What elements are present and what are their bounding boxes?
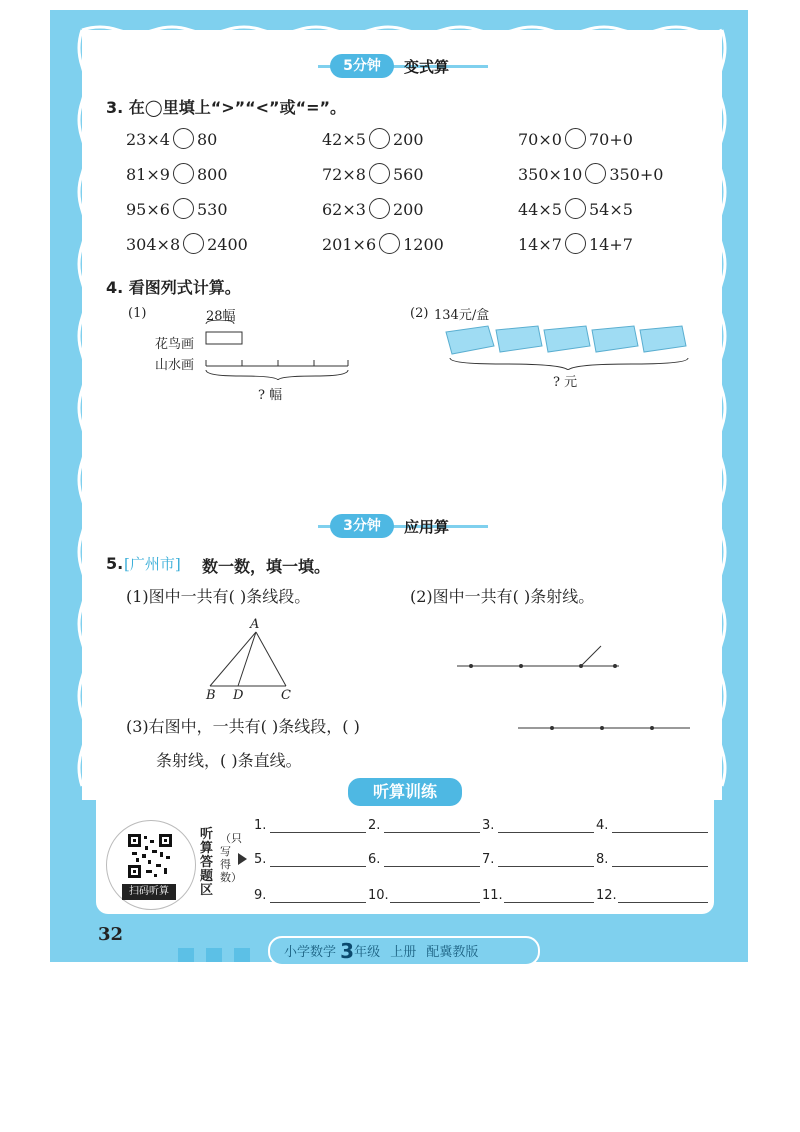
comparison-item <box>518 198 633 219</box>
footer-term: 上册 <box>390 945 417 960</box>
answer-number: 2. <box>368 818 381 833</box>
answer-number: 3. <box>482 818 495 833</box>
answer-blank[interactable] <box>618 902 708 903</box>
right-expression: 200 <box>392 200 424 219</box>
count-label: 28幅 <box>206 309 236 324</box>
answer-circle[interactable] <box>379 233 400 254</box>
answer-circle[interactable] <box>369 128 390 149</box>
footer-tab <box>178 948 194 962</box>
left-expression: 23×4 <box>126 130 170 149</box>
right-expression: 800 <box>196 165 228 184</box>
vertex-a: A <box>250 617 260 632</box>
price-label: 134元/盒 <box>434 308 490 323</box>
qr-code-icon[interactable] <box>128 834 172 878</box>
right-expression: 350+0 <box>609 165 664 184</box>
right-expression: 1200 <box>403 235 444 254</box>
total-question-1: ? 幅 <box>258 388 283 403</box>
question-5-number: 5. <box>106 554 124 573</box>
vertex-b: B <box>206 688 216 703</box>
comparison-item <box>126 233 248 254</box>
question-5-title: 数一数，填一填。 <box>202 557 331 576</box>
right-expression: 530 <box>196 200 228 219</box>
footer-subject: 小学数学 <box>284 945 337 960</box>
answer-circle[interactable] <box>565 233 586 254</box>
q5-part-3b: 条射线，( )条直线。 <box>156 751 302 770</box>
answer-number: 7. <box>482 852 495 867</box>
right-expression: 14+7 <box>588 235 633 254</box>
footer-grade: 3 <box>340 939 355 963</box>
comparison-item <box>518 128 633 149</box>
arrow-right-icon <box>236 852 248 866</box>
answer-number: 6. <box>368 852 381 867</box>
total-question-2: ? 元 <box>553 375 578 390</box>
answer-circle[interactable] <box>173 128 194 149</box>
answer-circle[interactable] <box>585 163 606 184</box>
region-name: 广州市 <box>129 555 175 573</box>
answer-blank[interactable] <box>384 832 480 833</box>
left-expression: 95×6 <box>126 200 170 219</box>
answer-number: 5. <box>254 852 267 867</box>
comparison-item <box>518 163 663 184</box>
comparison-item <box>322 128 424 149</box>
answer-blank[interactable] <box>498 832 594 833</box>
answer-circle[interactable] <box>183 233 204 254</box>
footer-text <box>284 939 478 963</box>
q5-part-1: (1)图中一共有( )条线段。 <box>126 587 311 606</box>
bar-diagram-1 <box>200 320 360 380</box>
answer-blank[interactable] <box>270 866 366 867</box>
answer-number: 11. <box>482 888 503 903</box>
left-expression: 201×6 <box>322 235 377 254</box>
part-1-label: (1) <box>128 306 147 321</box>
answer-circle[interactable] <box>173 198 194 219</box>
left-expression: 42×5 <box>322 130 366 149</box>
comparison-item <box>518 233 633 254</box>
question-3-title: 3. 在◯里填上“>”“<”或“=”。 <box>106 98 347 117</box>
tea-boxes-diagram <box>442 318 702 370</box>
row-label-landscape: 山水画 <box>155 358 195 373</box>
q5-part-3a: (3)右图中，一共有( )条线段，( ) <box>126 717 360 736</box>
footer-tab <box>206 948 222 962</box>
answer-number: 9. <box>254 888 267 903</box>
row-label-flower-bird: 花鸟画 <box>155 337 195 352</box>
answer-circle[interactable] <box>565 128 586 149</box>
footer-tab <box>234 948 250 962</box>
answer-number: 12. <box>596 888 617 903</box>
answer-blank[interactable] <box>612 832 708 833</box>
left-expression: 304×8 <box>126 235 181 254</box>
left-expression: 62×3 <box>322 200 366 219</box>
part-2-label: (2) <box>410 306 429 321</box>
left-expression: 81×9 <box>126 165 170 184</box>
comparison-item <box>322 233 444 254</box>
answer-circle[interactable] <box>369 163 390 184</box>
scan-label: 扫码听算 <box>122 884 176 900</box>
comparison-item <box>322 198 424 219</box>
answer-note: （只写得数） <box>220 832 242 884</box>
answer-blank[interactable] <box>270 902 366 903</box>
line-figure <box>516 720 692 736</box>
section-minutes-badge: 5分钟 <box>330 54 394 78</box>
comparison-item <box>126 128 217 149</box>
section-title-2: 应用算 <box>404 518 450 536</box>
comparison-item <box>126 163 228 184</box>
answer-number: 4. <box>596 818 609 833</box>
left-expression: 72×8 <box>322 165 366 184</box>
answer-blank[interactable] <box>504 902 594 903</box>
answer-number: 1. <box>254 818 267 833</box>
answer-circle[interactable] <box>173 163 194 184</box>
right-expression: 54×5 <box>588 200 633 219</box>
section-minutes-badge-2: 3分钟 <box>330 514 394 538</box>
section-title: 变式算 <box>404 58 450 76</box>
answer-blank[interactable] <box>390 902 480 903</box>
answer-blank[interactable] <box>384 866 480 867</box>
left-expression: 14×7 <box>518 235 562 254</box>
region-tag: [广州市] <box>124 555 181 573</box>
vertex-c: C <box>281 688 291 703</box>
q5-part-2: (2)图中一共有( )条射线。 <box>410 587 595 606</box>
question-4-title: 4. 看图列式计算。 <box>106 278 241 297</box>
footer-edition: 配冀教版 <box>426 945 479 960</box>
right-expression: 2400 <box>207 235 248 254</box>
left-expression: 70×0 <box>518 130 562 149</box>
vertex-d: D <box>233 688 244 703</box>
ray-figure <box>455 640 625 676</box>
left-expression: 44×5 <box>518 200 562 219</box>
answer-blank[interactable] <box>270 832 366 833</box>
footer-grade-unit: 年级 <box>354 945 381 960</box>
left-expression: 350×10 <box>518 165 583 184</box>
answer-circle[interactable] <box>565 198 586 219</box>
answer-area-label: 听算答题区 <box>200 827 214 898</box>
answer-number: 8. <box>596 852 609 867</box>
answer-blank[interactable] <box>498 866 594 867</box>
answer-blank[interactable] <box>612 866 708 867</box>
right-expression: 200 <box>392 130 424 149</box>
page-number: 32 <box>98 924 124 945</box>
right-expression: 70+0 <box>588 130 633 149</box>
answer-number: 10. <box>368 888 389 903</box>
listening-title: 听算训练 <box>346 776 464 808</box>
comparison-item <box>126 198 228 219</box>
answer-circle[interactable] <box>369 198 390 219</box>
right-expression: 80 <box>196 130 218 149</box>
right-expression: 560 <box>392 165 424 184</box>
comparison-item <box>322 163 424 184</box>
